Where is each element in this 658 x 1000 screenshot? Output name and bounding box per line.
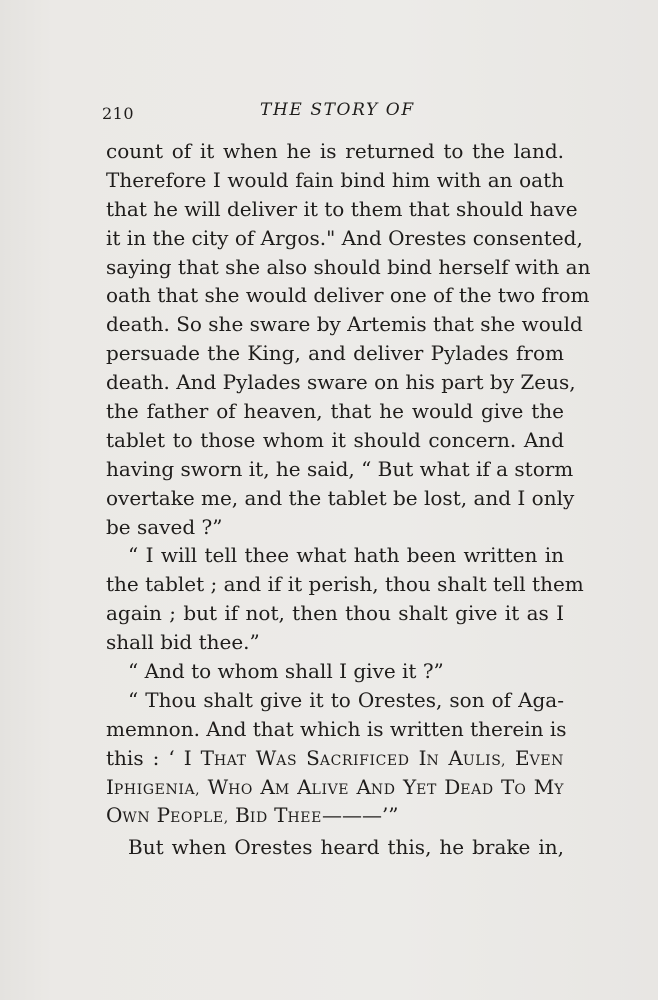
page-header xyxy=(102,100,566,126)
text-line: that he will deliver it to them that should have xyxy=(106,196,578,221)
text-line: tablet to those whom it should concern. And xyxy=(106,427,564,452)
text-line: But when Orestes heard this, he brake in, xyxy=(128,835,564,860)
text-line: count of it when he is returned to the land. xyxy=(106,139,564,163)
text-line: memnon. And that which is written therein is xyxy=(106,716,567,741)
text-line: “ I will tell thee what hath been written in xyxy=(128,543,564,568)
text-line: it in the city of Argos." And Orestes consented, xyxy=(106,225,583,250)
text-line: OWN PEOPLE, BID THEE———’” xyxy=(106,803,399,828)
text-line: the tablet ; and if it perish, thou shalt tell them xyxy=(106,572,584,597)
text-line: the father of heaven, that he would give the xyxy=(106,399,564,424)
text-line: IPHIGENIA, WHO AM ALIVE AND YET DEAD TO MY xyxy=(106,774,565,799)
text-line: this : ‘ I THAT WAS SACRIFICED IN AULIS, EVEN xyxy=(106,745,565,770)
text-line: overtake me, and the tablet be lost, and I only xyxy=(106,485,575,510)
body-text xyxy=(106,137,591,862)
text-line: shall bid thee.” xyxy=(106,630,260,655)
text-line: Therefore I would fain bind him with an oath xyxy=(106,167,564,192)
text-line: death. And Pylades sware on his part by Zeus, xyxy=(106,370,576,395)
text-line: “ Thou shalt give it to Orestes, son of Aga- xyxy=(128,687,564,712)
running-title: THE STORY OF xyxy=(260,100,415,120)
page-number: 210 xyxy=(102,104,135,123)
text-line: be saved ?” xyxy=(106,514,223,539)
text-line: persuade the King, and deliver Pylades from xyxy=(106,341,564,366)
text-line: “ And to whom shall I give it ?” xyxy=(128,659,444,684)
text-line: saying that she also should bind herself with an xyxy=(106,254,591,279)
text-line: having sworn it, he said, “ But what if a storm xyxy=(106,456,574,481)
text-line: again ; but if not, then thou shalt give it as I xyxy=(106,601,564,626)
text-line: oath that she would deliver one of the two from xyxy=(106,283,590,308)
text-line: death. So she sware by Artemis that she would xyxy=(106,312,583,337)
